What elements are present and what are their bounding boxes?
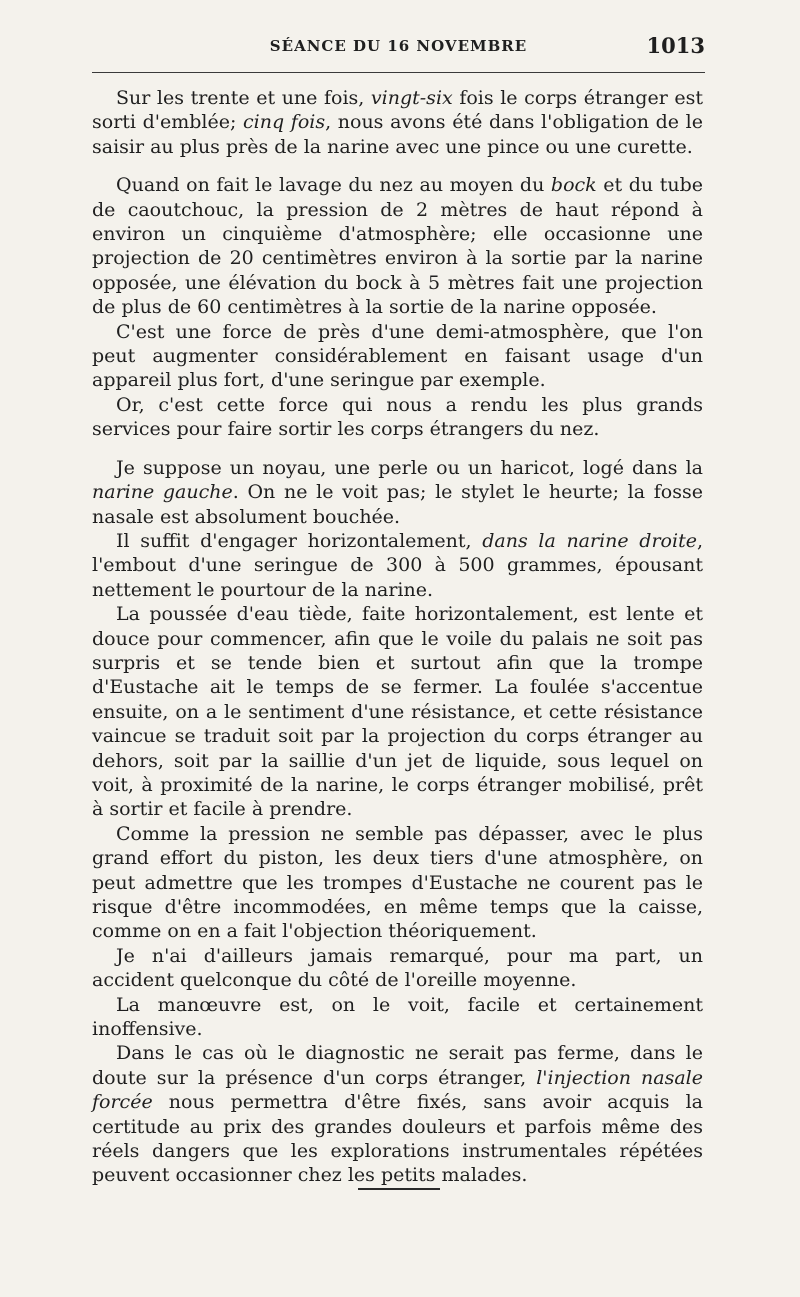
text-run: Je n'ai d'ailleurs jamais remarqué, pour ma part, un accident quelconque du côté de l'oreille moyenne. [92,944,703,992]
paragraph [92,1041,703,1187]
text-run: fois le corps étranger est sorti d'emblée; [92,87,703,134]
text-run: , l'embout d'une seringue de 300 à 500 grammes, épousant nettement le pourtour de la narine. [92,529,703,601]
italic-text: cinq fois [243,111,326,134]
text-run: et du tube de caoutchouc, la pression de 2 mètres de haut répond à environ un cinquième d'atmosphère; elle occasionne une projection de 20 centimètres environ à la sortie par la narine opposée, une élévation du bock à 5 mètres fait une projection de plus de 60 centimètres à la sortie de la narine opposée. [92,174,703,319]
text-run: Sur les trente et une fois, [116,87,371,109]
paragraph [92,529,703,602]
text-run: Je suppose un noyau, une perle ou un haricot, logé dans la [116,456,703,479]
paragraph [92,944,703,993]
text-run: Il suffit d'engager horizontalement, [116,529,483,552]
text-run: Or, c'est cette force qui nous a rendu les plus grands services pour faire sortir les corps étrangers du nez. [92,393,703,441]
running-title: SÉANCE DU 16 NOVEMBRE [269,37,528,55]
text-run: nous permettra d'être fixés, sans avoir acquis la certitude au prix des grandes douleurs et parfois même des réels dangers que les explorations instrumentales répétées peuvent occasionner chez les petits malades. [92,1091,703,1187]
text-run: Comme la pression ne semble pas dépasser, avec le plus grand effort du piston, les deux tiers d'une atmosphère, on peut admettre que les trompes d'Eustache ne courent pas le risque d'être incommodées, en même temps que la caisse, comme on en a fait l'objection théoriquement. [92,822,703,943]
text-run: , nous avons été dans l'obligation de le saisir au plus près de la narine avec une pince ou une curette. [92,111,703,158]
text-run: Quand on fait le lavage du nez au moyen du [116,174,551,197]
italic-text: vingt-six [370,87,453,109]
text-run: . On ne le voit pas; le stylet le heurte; la fosse nasale est absolument bouchée. [92,481,703,528]
text-run: Dans le cas où le diagnostic ne serait pas ferme, dans le doute sur la présence d'un corps étranger, [92,1042,703,1089]
body-text [92,86,703,1188]
paragraph [92,456,703,529]
paragraph [92,393,703,442]
italic-text: bock [550,174,597,197]
paragraph [92,602,703,822]
italic-text: narine gauche [92,481,233,504]
italic-text: l'injection nasale forcée [92,1066,703,1114]
header-rule [92,72,705,73]
paragraph [92,173,703,319]
paragraph [92,993,703,1042]
end-rule [358,1188,440,1190]
text-run: C'est une force de près d'une demi-atmosphère, que l'on peut augmenter considérablement en faisant usage d'un appareil plus fort, d'une seringue par exemple. [92,320,703,392]
paragraph [92,86,703,159]
page-header [92,33,705,63]
text-run: La manœuvre est, on le voit, facile et certainement inoffensive. [92,993,703,1041]
page-number: 1013 [646,33,705,58]
paragraph [92,822,703,944]
italic-text: dans la narine droite [482,529,697,552]
paragraph [92,320,703,393]
text-run: La poussée d'eau tiède, faite horizontalement, est lente et douce pour commencer, afin que le voile du palais ne soit pas surpris et se tende bien et surtout afin que la trompe d'Eustache ait le temps de se fermer. La foulée s'accentue ensuite, on a le sentiment d'une résistance, et cette résistance vaincue se traduit soit par la projection du corps étranger au dehors, soit par la saillie d'un jet de liquide, sous lequel on voit, à proximité de la narine, le corps étranger mobilisé, prêt à sortir et facile à prendre. [92,603,703,821]
